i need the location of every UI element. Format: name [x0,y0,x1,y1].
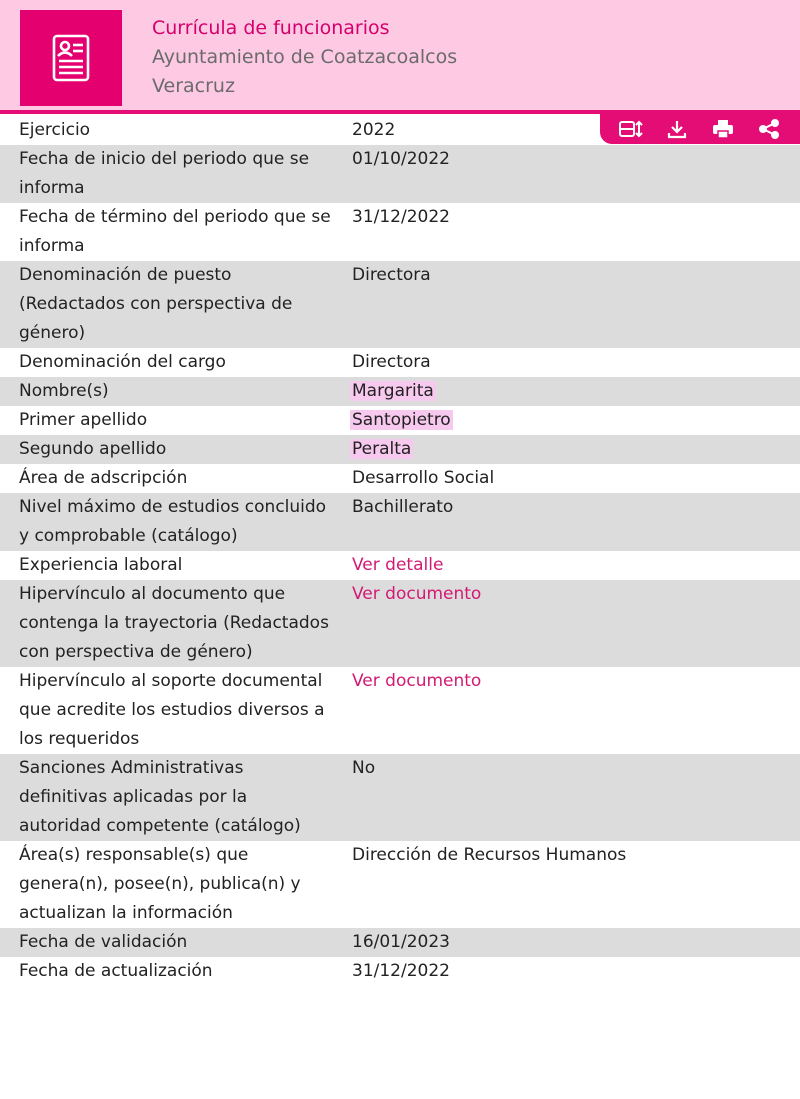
curriculum-document-icon [20,10,122,106]
table-row [0,435,800,464]
actions-toolbar [600,114,800,144]
row-value [333,580,800,667]
state-name: Veracruz [152,75,235,97]
table-row [0,580,800,667]
table-row [0,406,800,435]
table-row [0,493,800,551]
view-trajectory-document-link[interactable]: Ver documento [352,584,482,604]
row-value [333,406,800,435]
row-label: Denominación de puesto (Redactados con perspectiva de género) [19,265,293,343]
first-surname-value: Santopietro [352,410,451,430]
row-value: 2022 [352,120,396,140]
print-icon[interactable] [708,117,738,141]
row-value: Directora [352,352,431,372]
row-value: No [352,758,376,778]
row-label: Ejercicio [19,120,91,140]
columns-toggle-icon[interactable] [616,117,646,141]
view-detail-link[interactable]: Ver detalle [352,555,444,575]
first-name-value: Margarita [352,381,434,401]
row-label: Fecha de actualización [19,961,213,981]
row-value [333,551,800,580]
table-row [0,464,800,493]
table-row [0,667,800,754]
row-label: Segundo apellido [19,439,167,459]
download-icon[interactable] [662,117,692,141]
share-icon[interactable] [754,117,784,141]
row-label: Nombre(s) [19,381,109,401]
view-studies-document-link[interactable]: Ver documento [352,671,482,691]
details-table [0,116,800,986]
table-row [0,261,800,348]
table-row [0,377,800,406]
row-value: 31/12/2022 [352,207,450,227]
row-label: Hipervínculo al documento que contenga la trayectoria (Redactados con perspectiva de género) [19,584,329,662]
row-value: Desarrollo Social [352,468,495,488]
row-value [333,435,800,464]
row-label: Nivel máximo de estudios concluido y comprobable (catálogo) [19,497,327,546]
row-value: 16/01/2023 [352,932,450,952]
row-label: Fecha de inicio del periodo que se informa [19,149,310,198]
row-label: Experiencia laboral [19,555,183,575]
row-value: 01/10/2022 [352,149,450,169]
row-value [333,667,800,754]
table-row [0,754,800,841]
table-row [0,841,800,928]
row-value: Bachillerato [352,497,454,517]
page-header [0,0,800,114]
organization-name: Ayuntamiento de Coatzacoalcos [152,46,458,68]
row-label: Fecha de término del periodo que se informa [19,207,331,256]
row-value: 31/12/2022 [352,961,450,981]
row-label: Sanciones Administrativas definitivas aplicadas por la autoridad competente (catálogo) [19,758,301,836]
table-row [0,551,800,580]
row-value: Dirección de Recursos Humanos [352,845,627,865]
table-row [0,203,800,261]
table-row [0,145,800,203]
row-label: Primer apellido [19,410,148,430]
table-row [0,957,800,986]
row-label: Área de adscripción [19,468,188,488]
header-titles [152,14,457,101]
row-label: Área(s) responsable(s) que genera(n), posee(n), publica(n) y actualizan la información [19,845,301,923]
row-label: Hipervínculo al soporte documental que acredite los estudios diversos a los requeridos [19,671,325,749]
row-label: Denominación del cargo [19,352,226,372]
second-surname-value: Peralta [352,439,412,459]
row-value: Directora [352,265,431,285]
table-row [0,928,800,957]
row-value [333,377,800,406]
table-row [0,348,800,377]
page-title: Currícula de funcionarios [152,17,390,39]
row-label: Fecha de validación [19,932,188,952]
